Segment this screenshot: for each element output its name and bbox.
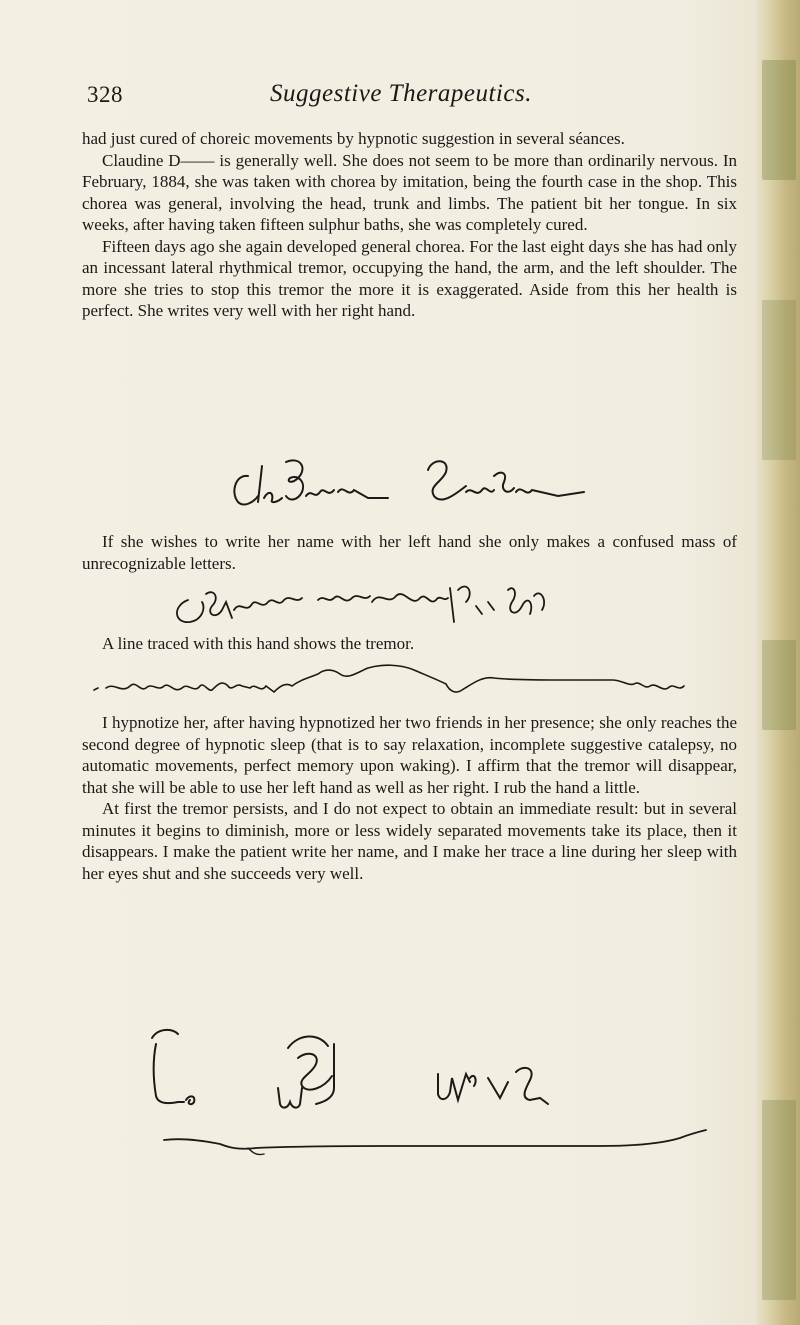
paragraph: If she wishes to write her name with her left hand she only makes a confused mass of unrecognizable letters. xyxy=(82,532,737,573)
text-block-4 xyxy=(82,712,737,884)
running-title: Suggestive Therapeutics. xyxy=(270,80,532,107)
paragraph: A line traced with this hand shows the tremor. xyxy=(102,634,415,653)
text-block-3 xyxy=(82,633,737,655)
edge-stain xyxy=(762,640,796,730)
signature-right-hand xyxy=(228,452,608,512)
edge-stain xyxy=(762,60,796,180)
paragraph: Fifteen days ago she again developed general chorea. For the last eight days she has had only an incessant lateral rhythmical tremor, occupying the hand, the arm, and the left shoulder. The more she tries to stop this tremor the more it is exaggerated. Aside from this her health is perfect. She writes very well with her right hand. xyxy=(82,236,737,320)
signature-left-hand-after xyxy=(148,1024,568,1124)
text-block-1 xyxy=(82,128,737,322)
text-block-2 xyxy=(82,531,737,574)
edge-stain xyxy=(762,1100,796,1300)
paragraph: Claudine D—— is generally well. She does not seem to be more than ordinarily nervous. In February, 1884, she was taken with chorea by imitation, being the fourth case in the shop. This chorea was general, involving the head, trunk and limbs. The patient bit her tongue. In six weeks, after having taken fifteen sulphur baths, she was completely cured. xyxy=(82,150,737,234)
page-header xyxy=(87,80,737,120)
signature-left-hand-before xyxy=(168,580,728,636)
tremor-line-after xyxy=(160,1126,720,1166)
paragraph: I hypnotize her, after having hypnotized her two friends in her presence; she only reaches the second degree of hypnotic sleep (that is to say relaxation, incomplete suggestive catalepsy, no automatic movements, perfect memory upon waking). I affirm that the tremor will disappear, that she will be able to use her left hand as well as her right. I rub the hand a little. xyxy=(82,713,737,797)
page-number: 328 xyxy=(87,82,123,107)
paragraph: had just cured of choreic movements by hypnotic suggestion in several séances. xyxy=(82,129,625,148)
tremor-line-before xyxy=(82,662,742,712)
page-edge xyxy=(756,0,800,1325)
edge-stain xyxy=(762,300,796,460)
paragraph: At first the tremor persists, and I do not expect to obtain an immediate result: but in several minutes it begins to diminish, more or less widely separated movements take its place, then it disappears. I make the patient write her name, and I make her trace a line during her sleep with her eyes shut and she succeeds very well. xyxy=(82,799,737,883)
